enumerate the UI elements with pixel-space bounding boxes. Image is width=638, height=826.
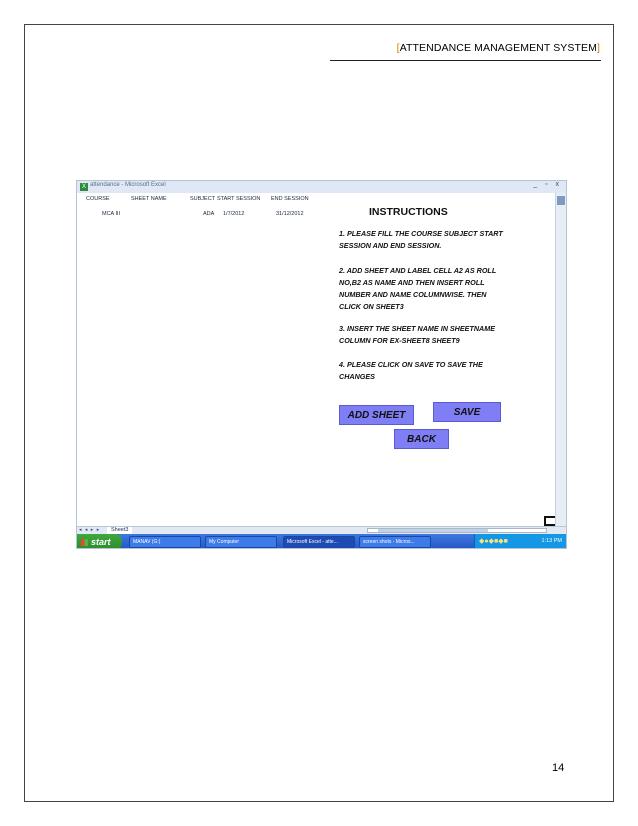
taskbar-item-screenshots[interactable]: screen shots - Micros... <box>359 536 431 548</box>
excel-icon: X <box>81 184 86 190</box>
tray-icons[interactable]: ◆●◆■◆■ <box>479 538 508 545</box>
col-header-course: COURSE <box>86 196 110 202</box>
cell-start-session[interactable]: 1/7/2012 <box>223 211 245 217</box>
instruction-line: 1. PLEASE FILL THE COURSE SUBJECT START <box>339 229 503 238</box>
instruction-line: SESSION AND END SESSION. <box>339 241 442 250</box>
page-number: 14 <box>552 762 565 774</box>
col-header-subject: SUBJECT <box>190 196 216 202</box>
header-title: ATTENDANCE MANAGEMENT SYSTEM <box>399 42 597 54</box>
col-header-sheet-name: SHEET NAME <box>131 196 167 202</box>
header-bracket-open: [ <box>396 42 400 54</box>
start-label: start <box>91 537 111 547</box>
cell-end-session[interactable]: 31/12/2012 <box>276 211 304 217</box>
taskbar-item-excel[interactable]: Microsoft Excel - atte... <box>283 536 355 548</box>
taskbar <box>77 534 566 549</box>
window-title: attendance - Microsoft Excel <box>90 182 166 188</box>
document-header <box>397 42 600 54</box>
windows-flag-icon <box>81 539 88 546</box>
instructions-title: INSTRUCTIONS <box>369 206 448 218</box>
system-tray <box>474 534 566 549</box>
instruction-line: CLICK ON SHEET3 <box>339 302 404 311</box>
clock: 1:13 PM <box>541 538 562 544</box>
cell-course[interactable]: MCA III <box>102 211 121 217</box>
instruction-line: COLUMN FOR EX-SHEET8 SHEET9 <box>339 336 460 345</box>
instruction-line: NO,B2 AS NAME AND THEN INSERT ROLL <box>339 278 485 287</box>
back-button[interactable]: BACK <box>394 429 449 449</box>
excel-screenshot <box>76 180 567 549</box>
vertical-scrollbar[interactable] <box>555 193 566 526</box>
tab-nav-arrows-icon[interactable]: ◂ ◂ ▸ ▸ <box>79 527 101 533</box>
taskbar-item-drive[interactable]: MANAV (G:) <box>129 536 201 548</box>
horizontal-scrollbar[interactable] <box>367 528 547 533</box>
add-sheet-button[interactable]: ADD SHEET <box>339 405 414 425</box>
scroll-thumb[interactable] <box>557 196 565 205</box>
instruction-line: 2. ADD SHEET AND LABEL CELL A2 AS ROLL <box>339 266 497 275</box>
instruction-line: CHANGES <box>339 372 375 381</box>
worksheet[interactable] <box>77 193 555 526</box>
header-bracket-close: ] <box>596 42 600 54</box>
instruction-line: NUMBER AND NAME COLUMNWISE. THEN <box>339 290 487 299</box>
col-header-end-session: END SESSION <box>271 196 309 202</box>
instruction-line: 4. PLEASE CLICK ON SAVE TO SAVE THE <box>339 360 483 369</box>
col-header-start-session: START SESSION <box>217 196 261 202</box>
window-controls[interactable]: _ ▫ x <box>533 181 562 188</box>
taskbar-item-my-computer[interactable]: My Computer <box>205 536 277 548</box>
window-titlebar <box>77 181 566 193</box>
tab-sheet3[interactable]: Sheet3 <box>107 527 132 534</box>
cell-subject[interactable]: ADA <box>203 211 215 217</box>
instruction-line: 3. INSERT THE SHEET NAME IN SHEETNAME <box>339 324 496 333</box>
save-button[interactable]: SAVE <box>433 402 501 422</box>
scroll-thumb[interactable] <box>378 529 488 532</box>
start-button[interactable] <box>77 534 122 549</box>
header-rule <box>330 60 601 61</box>
